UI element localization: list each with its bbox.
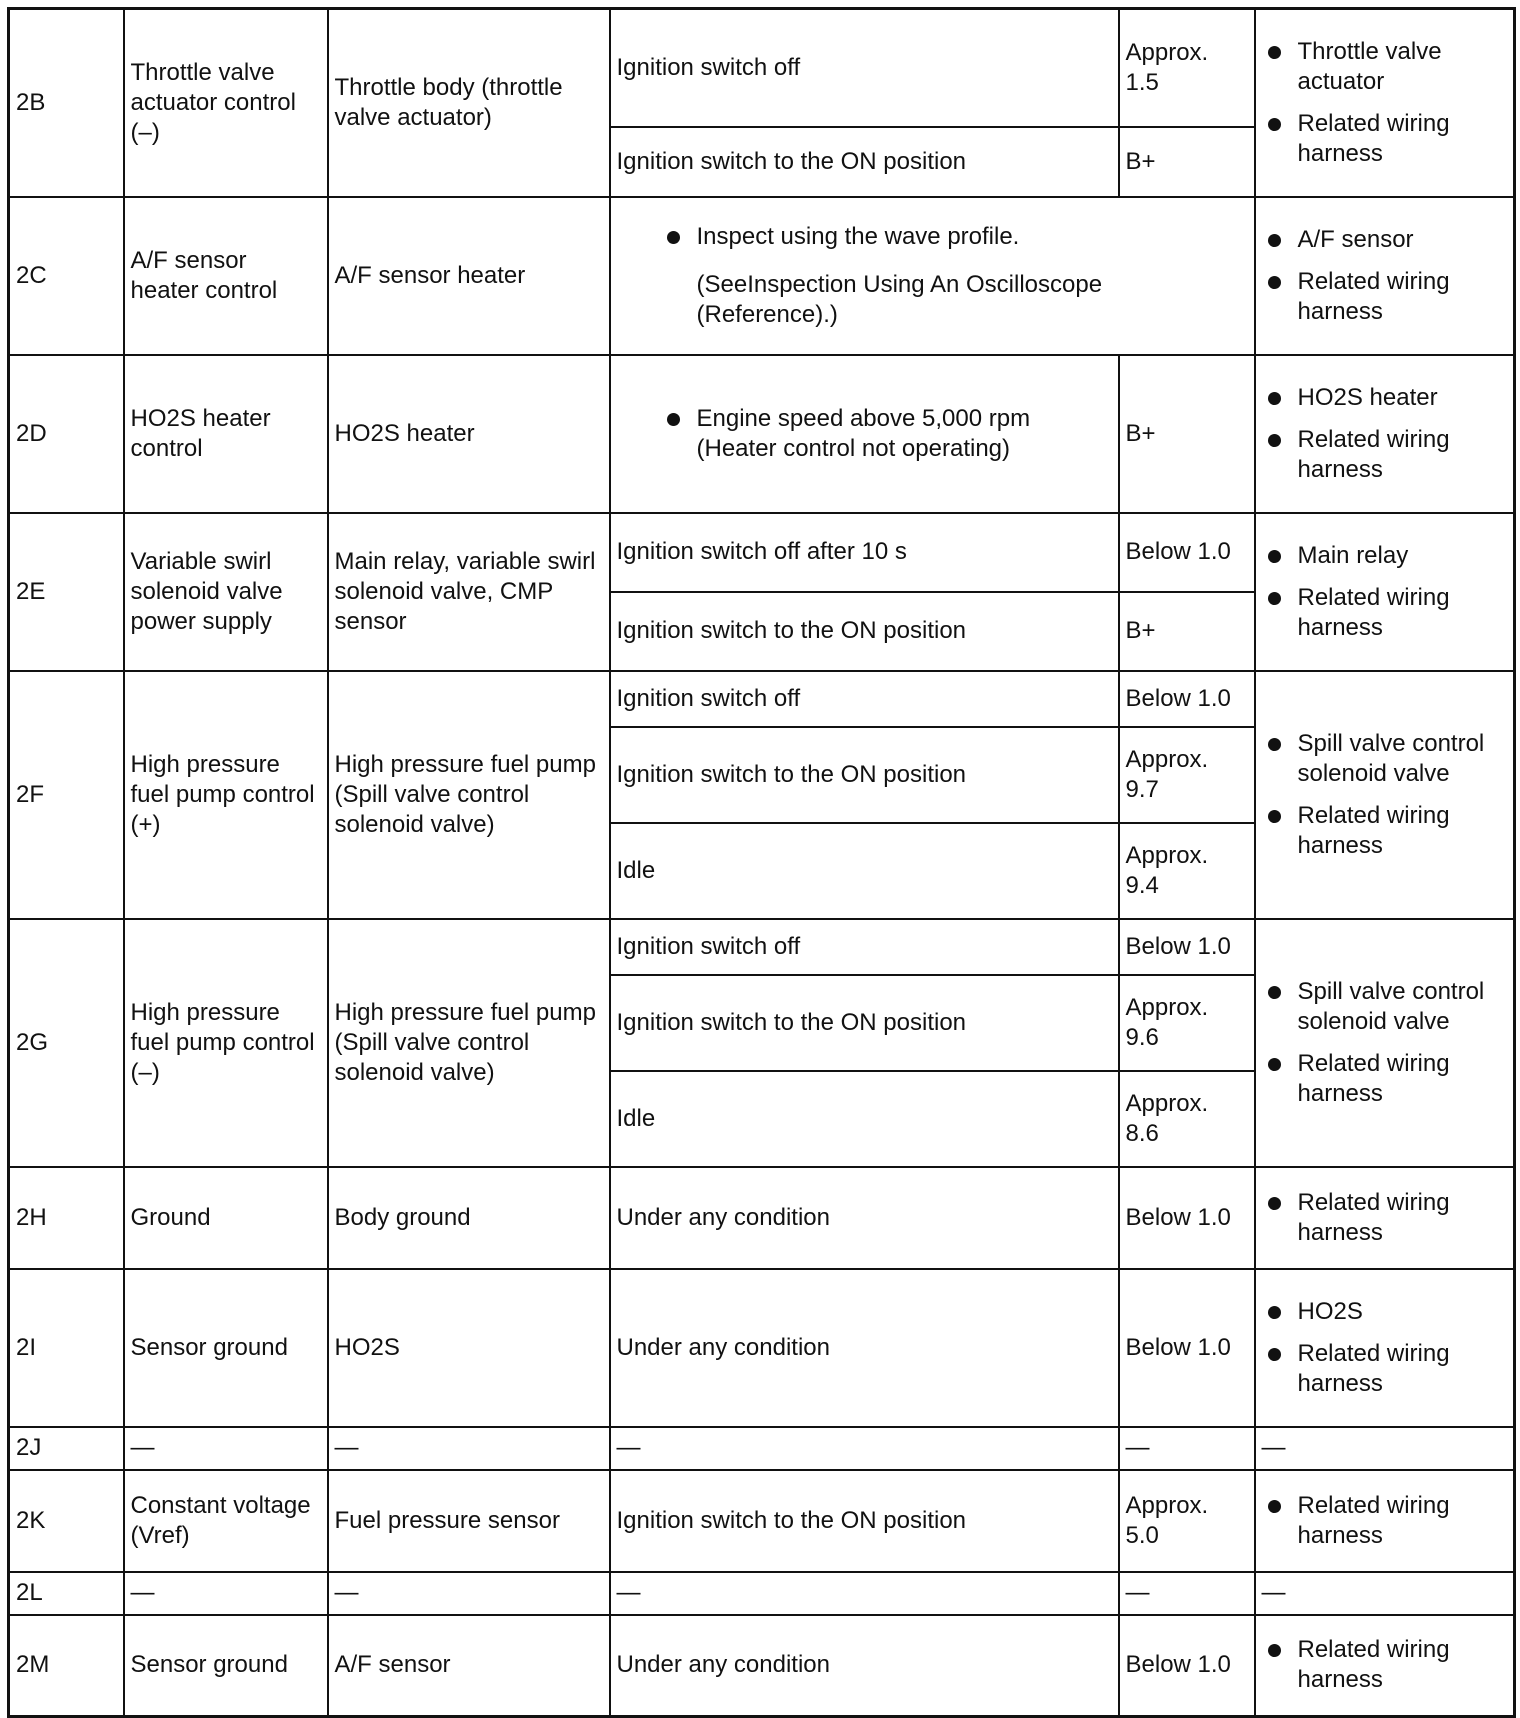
connected-to-cell: Body ground: [328, 1167, 610, 1269]
list-item: Spill valve control solenoid valve: [1298, 729, 1508, 789]
voltage-cell: Approx. 5.0: [1119, 1470, 1255, 1572]
inspection-item-cell: [1255, 1615, 1515, 1717]
connected-to-cell: Fuel pressure sensor: [328, 1470, 610, 1572]
list-item: HO2S heater: [1298, 383, 1508, 413]
voltage-cell: Below 1.0: [1119, 919, 1255, 975]
reference-note: (SeeInspection Using An Oscilloscope (Reference).): [696, 270, 1103, 328]
voltage-cell: Below 1.0: [1119, 1615, 1255, 1717]
inspection-item-cell: [1255, 1167, 1515, 1269]
terminal-cell: 2L: [9, 1572, 124, 1615]
condition-cell: Ignition switch to the ON position: [610, 1470, 1119, 1572]
list-item: Related wiring harness: [1298, 1188, 1508, 1248]
list-item: Throttle valve actuator: [1298, 37, 1508, 97]
voltage-cell: Approx. 9.4: [1119, 823, 1255, 919]
table-row: [9, 1572, 1515, 1615]
condition-list: [617, 222, 1248, 330]
list-item: Main relay: [1298, 541, 1508, 571]
voltage-cell: Approx. 9.6: [1119, 975, 1255, 1071]
list-item: Related wiring harness: [1298, 801, 1508, 861]
condition-cell: [610, 355, 1119, 513]
voltage-cell: B+: [1119, 592, 1255, 671]
condition-cell: Under any condition: [610, 1167, 1119, 1269]
terminal-cell: 2B: [9, 9, 124, 197]
condition-cell: Ignition switch off: [610, 9, 1119, 127]
table-row: [9, 513, 1515, 592]
terminal-cell: 2H: [9, 1167, 124, 1269]
table-row: [9, 197, 1515, 355]
condition-cell: Idle: [610, 823, 1119, 919]
inspection-list: [1262, 1635, 1508, 1695]
condition-cell: Under any condition: [610, 1269, 1119, 1427]
terminal-cell: 2F: [9, 671, 124, 919]
inspection-list: [1262, 541, 1508, 643]
signal-cell: Sensor ground: [124, 1615, 328, 1717]
table-row: [9, 1427, 1515, 1470]
signal-cell: Sensor ground: [124, 1269, 328, 1427]
list-item: Related wiring harness: [1298, 267, 1508, 327]
condition-cell: Ignition switch to the ON position: [610, 727, 1119, 823]
signal-cell: —: [124, 1427, 328, 1470]
signal-cell: Throttle valve actuator control (–): [124, 9, 328, 197]
terminal-specification-table: [7, 7, 1516, 1718]
list-item: [697, 222, 1248, 330]
condition-cell: Ignition switch off: [610, 671, 1119, 727]
list-item: Related wiring harness: [1298, 109, 1508, 169]
condition-cell: —: [610, 1572, 1119, 1615]
inspection-list: [1262, 383, 1508, 485]
list-item: Related wiring harness: [1298, 1491, 1508, 1551]
list-item: Spill valve control solenoid valve: [1298, 977, 1508, 1037]
voltage-cell: —: [1119, 1572, 1255, 1615]
table-row: [9, 671, 1515, 727]
inspection-list: [1262, 1297, 1508, 1399]
condition-cell: Under any condition: [610, 1615, 1119, 1717]
condition-text: Inspect using the wave profile.: [696, 222, 1020, 250]
connected-to-cell: Main relay, variable swirl solenoid valve, CMP sensor: [328, 513, 610, 671]
list-item: Related wiring harness: [1298, 1635, 1508, 1695]
condition-cell: —: [610, 1427, 1119, 1470]
condition-list: [617, 404, 1112, 464]
condition-cell: Idle: [610, 1071, 1119, 1167]
inspection-item-cell: —: [1255, 1427, 1515, 1470]
terminal-cell: 2J: [9, 1427, 124, 1470]
terminal-cell: 2G: [9, 919, 124, 1167]
table-row: [9, 355, 1515, 513]
list-item: A/F sensor: [1298, 225, 1508, 255]
terminal-cell: 2C: [9, 197, 124, 355]
voltage-cell: —: [1119, 1427, 1255, 1470]
table-row: [9, 919, 1515, 975]
connected-to-cell: Throttle body (throttle valve actuator): [328, 9, 610, 197]
inspection-item-cell: [1255, 671, 1515, 919]
inspection-item-cell: [1255, 513, 1515, 671]
voltage-cell: B+: [1119, 355, 1255, 513]
table-row: [9, 1470, 1515, 1572]
terminal-cell: 2I: [9, 1269, 124, 1427]
terminal-cell: 2E: [9, 513, 124, 671]
connected-to-cell: HO2S heater: [328, 355, 610, 513]
list-item: Related wiring harness: [1298, 583, 1508, 643]
connected-to-cell: —: [328, 1572, 610, 1615]
signal-cell: Ground: [124, 1167, 328, 1269]
inspection-list: [1262, 225, 1508, 327]
connected-to-cell: A/F sensor: [328, 1615, 610, 1717]
list-item: Engine speed above 5,000 rpm (Heater control not operating): [697, 404, 1112, 464]
voltage-cell: Below 1.0: [1119, 513, 1255, 592]
table-row: [9, 1167, 1515, 1269]
connected-to-cell: A/F sensor heater: [328, 197, 610, 355]
voltage-cell: Approx. 1.5: [1119, 9, 1255, 127]
list-item: HO2S: [1298, 1297, 1508, 1327]
voltage-cell: Approx. 8.6: [1119, 1071, 1255, 1167]
list-item: Related wiring harness: [1298, 1339, 1508, 1399]
connected-to-cell: —: [328, 1427, 610, 1470]
inspection-list: [1262, 1491, 1508, 1551]
inspection-item-cell: [1255, 197, 1515, 355]
condition-cell: [610, 197, 1255, 355]
inspection-list: [1262, 37, 1508, 169]
connected-to-cell: High pressure fuel pump (Spill valve control solenoid valve): [328, 919, 610, 1167]
condition-cell: Ignition switch to the ON position: [610, 592, 1119, 671]
list-item: Related wiring harness: [1298, 425, 1508, 485]
signal-cell: Constant voltage (Vref): [124, 1470, 328, 1572]
connected-to-cell: High pressure fuel pump (Spill valve control solenoid valve): [328, 671, 610, 919]
inspection-item-cell: [1255, 9, 1515, 197]
terminal-cell: 2M: [9, 1615, 124, 1717]
signal-cell: HO2S heater control: [124, 355, 328, 513]
inspection-item-cell: [1255, 1470, 1515, 1572]
terminal-cell: 2D: [9, 355, 124, 513]
inspection-item-cell: —: [1255, 1572, 1515, 1615]
voltage-cell: Below 1.0: [1119, 1167, 1255, 1269]
signal-cell: High pressure fuel pump control (–): [124, 919, 328, 1167]
inspection-item-cell: [1255, 1269, 1515, 1427]
signal-cell: —: [124, 1572, 328, 1615]
condition-cell: Ignition switch to the ON position: [610, 127, 1119, 197]
list-item: Related wiring harness: [1298, 1049, 1508, 1109]
inspection-list: [1262, 729, 1508, 861]
table-row: [9, 9, 1515, 127]
condition-cell: Ignition switch off after 10 s: [610, 513, 1119, 592]
inspection-item-cell: [1255, 919, 1515, 1167]
voltage-cell: B+: [1119, 127, 1255, 197]
signal-cell: A/F sensor heater control: [124, 197, 328, 355]
inspection-list: [1262, 977, 1508, 1109]
voltage-cell: Below 1.0: [1119, 671, 1255, 727]
inspection-item-cell: [1255, 355, 1515, 513]
inspection-list: [1262, 1188, 1508, 1248]
signal-cell: Variable swirl solenoid valve power supply: [124, 513, 328, 671]
signal-cell: High pressure fuel pump control (+): [124, 671, 328, 919]
voltage-cell: Below 1.0: [1119, 1269, 1255, 1427]
table-row: [9, 1615, 1515, 1717]
table-row: [9, 1269, 1515, 1427]
condition-cell: Ignition switch to the ON position: [610, 975, 1119, 1071]
condition-cell: Ignition switch off: [610, 919, 1119, 975]
connected-to-cell: HO2S: [328, 1269, 610, 1427]
voltage-cell: Approx. 9.7: [1119, 727, 1255, 823]
terminal-cell: 2K: [9, 1470, 124, 1572]
